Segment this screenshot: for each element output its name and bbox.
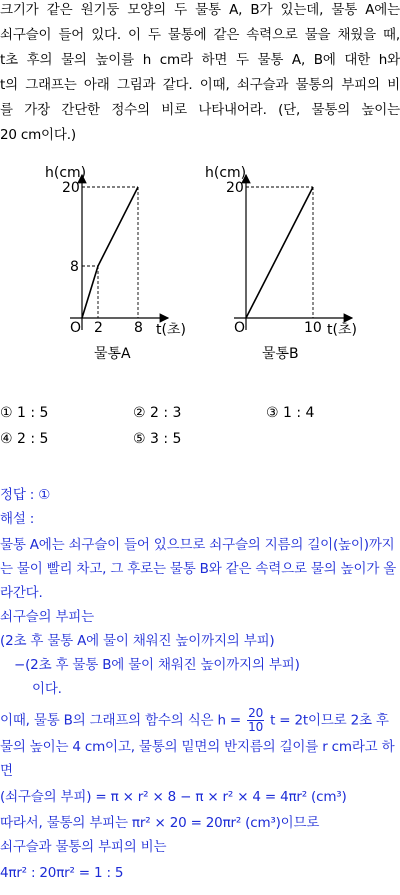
solution-line-13: 쇠구슬과 물통의 부피의 비는 [0, 839, 167, 855]
solution-line-2: 는 물이 빨리 차고, 그 후로는 물통 B와 같은 속력으로 물의 높이가 올 [0, 561, 397, 577]
graph-b-ytick-20: 20 [226, 180, 244, 196]
solution-line-3: 라간다. [0, 585, 43, 601]
solution-line-10: 면 [0, 763, 13, 779]
solution-line-7: 이다. [32, 681, 62, 697]
solution-line-1: 물통 A에는 쇠구슬이 들어 있으므로 쇠구슬의 지름의 길이(높이)까지 [0, 537, 395, 553]
solution-line-11: (쇠구슬의 부피) = π × r² × 8 − π × r² × 4 = 4πr² (cm³) [0, 789, 347, 805]
graph-b-caption: 물통B [262, 346, 299, 362]
solution-line-4: 쇠구슬의 부피는 [0, 609, 94, 625]
graphs-figure [0, 160, 400, 375]
problem-line-5: 를 가장 간단한 정수의 비로 나타내어라. (단, 물통의 높이는 [0, 102, 400, 118]
graph-b-ylabel: h(cm) [205, 165, 247, 181]
graph-a-ylabel: h(cm) [45, 165, 87, 181]
problem-line-2: 쇠구슬이 들어 있다. 이 두 물통에 같은 속력으로 물을 채웠을 때, [0, 27, 400, 43]
problem-line-3: t초 후의 물의 높이를 h cm라 하면 두 물통 A, B에 대한 h와 [0, 52, 400, 68]
problem-line-4: t의 그래프는 아래 그림과 같다. 이때, 쇠구슬과 물통의 부피의 비 [0, 77, 400, 93]
solution-line-5: (2초 후 물통 A에 물이 채워진 높이까지의 부피) [0, 633, 275, 649]
graph-a-ytick-8: 8 [70, 259, 79, 275]
graph-a-xlabel: t(초) [156, 322, 186, 338]
choice-3[interactable]: ③ 1 : 4 [266, 405, 315, 421]
solution-line-8 [0, 707, 400, 734]
problem-line-6: 20 cm이다.) [0, 127, 76, 143]
choice-5[interactable]: ⑤ 3 : 5 [133, 431, 182, 447]
graph-b-origin: O [234, 320, 246, 336]
solution-line-8a: 이때, 물통 B의 그래프의 함수의 식은 h = [0, 712, 242, 729]
solution-line-6: −(2초 후 물통 B에 물이 채워진 높이까지의 부피) [14, 657, 300, 673]
graph-a-caption: 물통A [94, 346, 131, 362]
solution-line-14: 4πr² : 20πr² = 1 : 5 [0, 865, 124, 881]
solution-line-12: 따라서, 물통의 부피는 πr² × 20 = 20πr² (cm³)이므로 [0, 815, 320, 831]
graph-a [45, 165, 186, 362]
choice-2[interactable]: ② 2 : 3 [133, 405, 182, 421]
choice-4[interactable]: ④ 2 : 5 [0, 431, 49, 447]
graph-a-xtick-2: 2 [94, 320, 103, 336]
solution-line-8b: t = 2t이므로 2초 후 [270, 712, 389, 729]
solution-line-9: 물의 높이는 4 cm이고, 물통의 밑면의 반지름의 길이를 r cm라고 하 [0, 739, 395, 755]
graph-b-xlabel: t(초) [327, 322, 357, 338]
choice-1[interactable]: ① 1 : 5 [0, 405, 49, 421]
graph-b-line [246, 187, 313, 318]
graph-a-line [82, 187, 138, 318]
graph-b [205, 165, 357, 362]
fraction-numerator: 20 [248, 706, 264, 720]
graph-b-xtick-10: 10 [304, 320, 322, 336]
graph-a-xtick-8: 8 [134, 320, 143, 336]
graph-a-ytick-20: 20 [62, 180, 80, 196]
graphs [0, 160, 400, 375]
solution-heading: 해설 : [0, 511, 35, 527]
fraction-denominator: 10 [248, 720, 264, 734]
answer-line: 정답 : ① [0, 487, 51, 503]
problem-line-1: 크기가 같은 원기둥 모양의 두 물통 A, B가 있는데, 물통 A에는 [0, 2, 400, 18]
fraction [247, 707, 264, 734]
graph-a-origin: O [70, 320, 82, 336]
